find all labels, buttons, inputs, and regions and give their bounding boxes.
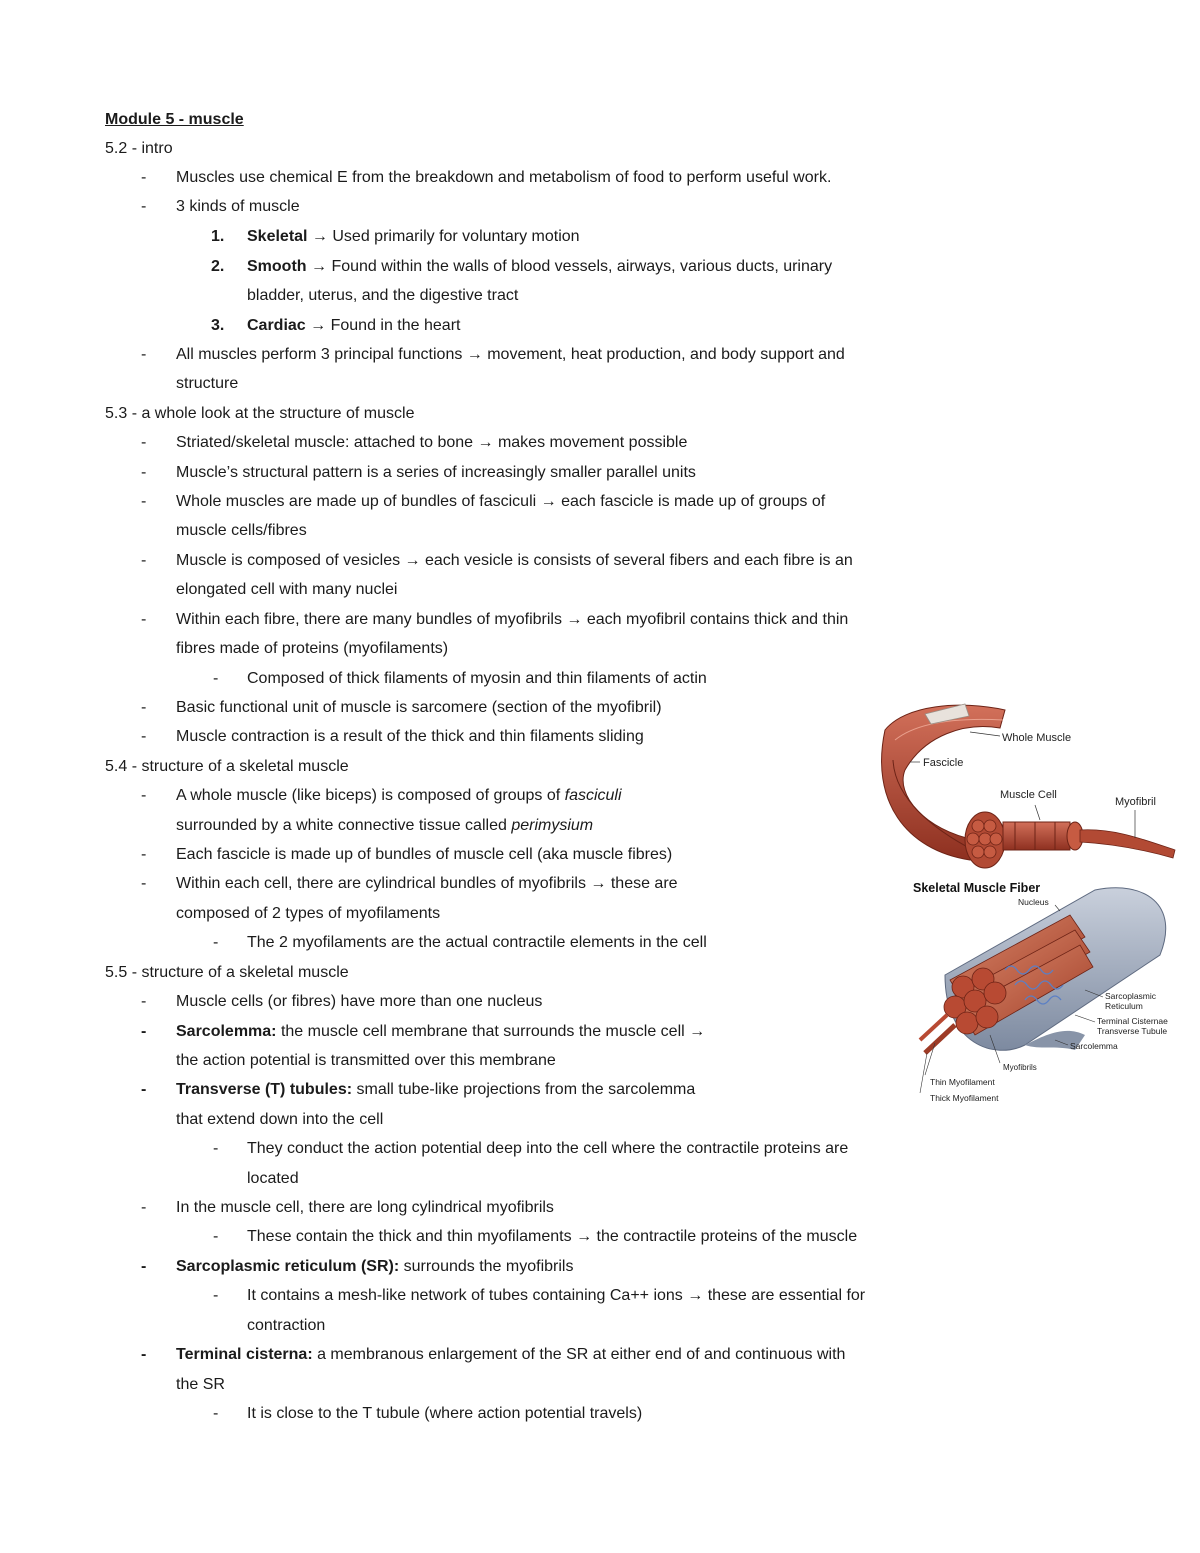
label-terminal-cisternae: Terminal Cisternae — [1097, 1016, 1168, 1026]
bullet-text: Muscles use chemical E from the breakdown and metabolism of food to perform useful work. — [176, 169, 832, 186]
bullet-dash: - — [141, 1081, 147, 1098]
section-heading-5-2: 5.2 - intro — [105, 140, 173, 157]
sub-bullet-text: It contains a mesh-like network of tubes containing Ca++ ions → these are essential for — [247, 1287, 866, 1304]
bullet-text-continued: the action potential is transmitted over this membrane — [176, 1052, 556, 1069]
sub-bullet-text: It is close to the T tubule (where action potential travels) — [247, 1405, 643, 1422]
bullet-text: Each fascicle is made up of bundles of muscle cell (aka muscle fibres) — [176, 846, 673, 863]
label-myofibrils: Myofibrils — [1003, 1063, 1037, 1072]
bullet-text: Whole muscles are made up of bundles of fasciculi → each fascicle is made up of groups of — [176, 493, 826, 510]
sub-bullet-text: The 2 myofilaments are the actual contractile elements in the cell — [247, 934, 707, 951]
sub-bullet-dash: - — [213, 1140, 219, 1157]
bullet-text — [176, 1342, 845, 1368]
bullet-text: Within each cell, there are cylindrical bundles of myofibrils → these are — [176, 875, 678, 892]
bullet-text-continued: fibres made of proteins (myofilaments) — [176, 640, 449, 657]
text: small tube-like projections from the sarcolemma — [352, 1081, 696, 1098]
bullet-text — [176, 1077, 695, 1103]
bullet-dash: - — [141, 198, 147, 215]
term: Skeletal — [247, 228, 308, 245]
bullet-text: Striated/skeletal muscle: attached to bone → makes movement possible — [176, 434, 688, 451]
muscle-structure-figure — [865, 700, 1180, 870]
bullet-text-continued: that extend down into the cell — [176, 1111, 384, 1128]
bullet-text: In the muscle cell, there are long cylindrical myofibrils — [176, 1199, 554, 1216]
label-sarcoplasmic: Sarcoplasmic — [1105, 991, 1157, 1001]
bullet-text — [176, 1254, 573, 1280]
bullet-text: Basic functional unit of muscle is sarcomere (section of the myofibril) — [176, 699, 662, 716]
label-transverse-tubule: Transverse Tubule — [1097, 1026, 1168, 1036]
bullet-text: Muscle is composed of vesicles → each vesicle is consists of several fibers and each fibre is an — [176, 552, 853, 569]
sub-bullet-text: They conduct the action potential deep into the cell where the contractile proteins are — [247, 1140, 849, 1157]
bullet-dash: - — [141, 699, 147, 716]
label-whole-muscle: Whole Muscle — [1002, 732, 1072, 744]
label-myofibril: Myofibril — [1115, 796, 1156, 808]
text: A whole muscle (like biceps) is composed of groups of — [176, 787, 565, 804]
section-heading-5-3: 5.3 - a whole look at the structure of muscle — [105, 405, 415, 422]
term: Smooth — [247, 258, 307, 275]
bullet-dash: - — [141, 1199, 147, 1216]
skeletal-muscle-fiber-figure — [905, 875, 1177, 1107]
bullet-text-continued: the SR — [176, 1376, 225, 1393]
bullet-dash: - — [141, 875, 147, 892]
label-nucleus: Nucleus — [1018, 897, 1049, 907]
emphasis: perimysium — [511, 817, 594, 834]
bullet-text-continued: composed of 2 types of myofilaments — [176, 905, 441, 922]
label-thin-myofilament: Thin Myofilament — [930, 1077, 995, 1087]
bullet-text: Muscle cells (or fibres) have more than one nucleus — [176, 993, 543, 1010]
bullet-dash: - — [141, 1023, 147, 1040]
term: Transverse (T) tubules: — [176, 1081, 353, 1098]
bullet-dash: - — [141, 611, 147, 628]
bullet-text: Muscle’s structural pattern is a series of increasingly smaller parallel units — [176, 464, 696, 481]
label-muscle-cell: Muscle Cell — [1000, 789, 1057, 801]
item-text: → Found in the heart — [305, 317, 461, 334]
item-text: → Used primarily for voluntary motion — [307, 228, 580, 245]
bullet-text — [176, 1019, 705, 1045]
sub-bullet-text: Composed of thick filaments of myosin and thin filaments of actin — [247, 670, 707, 687]
sub-bullet-text-continued: contraction — [247, 1317, 326, 1334]
bullet-text-continued — [176, 813, 593, 839]
bullet-text-continued: elongated cell with many nuclei — [176, 581, 398, 598]
bullet-text-continued: muscle cells/fibres — [176, 522, 307, 539]
term: Terminal cisterna: — [176, 1346, 313, 1363]
figure-title: Skeletal Muscle Fiber — [913, 881, 1041, 895]
term: Sarcoplasmic reticulum (SR): — [176, 1258, 400, 1275]
section-heading-5-4: 5.4 - structure of a skeletal muscle — [105, 758, 349, 775]
bullet-text: Muscle contraction is a result of the thick and thin filaments sliding — [176, 728, 644, 745]
bullet-dash: - — [141, 169, 147, 186]
text: a membranous enlargement of the SR at either end of and continuous with — [312, 1346, 846, 1363]
bullet-text: Within each fibre, there are many bundles of myofibrils → each myofibril contains thick and thin — [176, 611, 849, 628]
term: Sarcolemma: — [176, 1023, 277, 1040]
list-number: 1. — [211, 228, 225, 245]
list-item-continued: bladder, uterus, and the digestive tract — [247, 287, 519, 304]
section-heading-5-5: 5.5 - structure of a skeletal muscle — [105, 964, 349, 981]
list-number: 2. — [211, 258, 225, 275]
sub-bullet-dash: - — [213, 934, 219, 951]
bullet-text — [176, 783, 622, 809]
label-reticulum: Reticulum — [1105, 1001, 1143, 1011]
bullet-dash: - — [141, 1346, 147, 1363]
bullet-text-continued: structure — [176, 375, 239, 392]
bullet-dash: - — [141, 1258, 147, 1275]
label-sarcolemma: Sarcolemma — [1070, 1041, 1118, 1051]
label-thick-myofilament: Thick Myofilament — [930, 1093, 999, 1103]
bullet-dash: - — [141, 434, 147, 451]
bullet-dash: - — [141, 552, 147, 569]
bullet-dash: - — [141, 464, 147, 481]
bullet-dash: - — [141, 846, 147, 863]
sub-bullet-text: These contain the thick and thin myofilaments → the contractile proteins of the muscle — [247, 1228, 858, 1245]
sub-bullet-dash: - — [213, 1228, 219, 1245]
sub-bullet-text-continued: located — [247, 1170, 299, 1187]
label-fascicle: Fascicle — [923, 757, 964, 769]
term: Cardiac — [247, 317, 306, 334]
list-item — [247, 254, 832, 280]
list-number: 3. — [211, 317, 225, 334]
bullet-text: All muscles perform 3 principal functions → movement, heat production, and body support and — [176, 346, 845, 363]
bullet-dash: - — [141, 787, 147, 804]
bullet-dash: - — [141, 346, 147, 363]
emphasis: fasciculi — [564, 787, 622, 804]
text: surrounded by a white connective tissue called — [176, 817, 512, 834]
sub-bullet-dash: - — [213, 1287, 219, 1304]
text: the muscle cell membrane that surrounds the muscle cell → — [276, 1023, 706, 1040]
bullet-text: 3 kinds of muscle — [176, 198, 300, 215]
bullet-dash: - — [141, 493, 147, 510]
bullet-dash: - — [141, 993, 147, 1010]
module-title: Module 5 - muscle — [105, 111, 244, 128]
bullet-dash: - — [141, 728, 147, 745]
text: surrounds the myofibrils — [399, 1258, 574, 1275]
sub-bullet-dash: - — [213, 1405, 219, 1422]
item-text: → Found within the walls of blood vessels, airways, various ducts, urinary — [306, 258, 833, 275]
sub-bullet-dash: - — [213, 670, 219, 687]
list-item — [247, 313, 460, 339]
list-item — [247, 224, 580, 250]
